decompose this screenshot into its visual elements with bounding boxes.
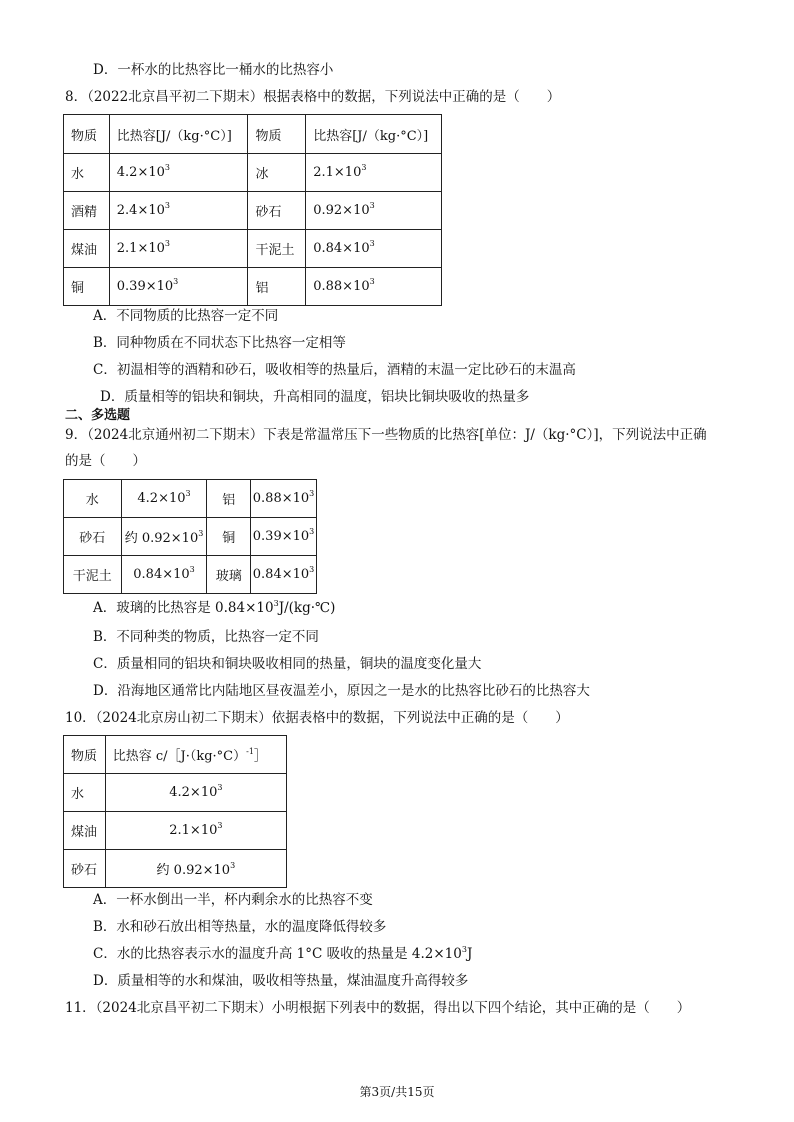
value-cell: $0.92\times 10^3$	[306, 192, 442, 230]
q10-stem: 10．（2024北京房山初二下期末）依据表格中的数据，下列说法中正确的是（ ）	[65, 710, 569, 726]
table-row	[64, 154, 442, 192]
substance-cell: 煤油	[64, 230, 110, 268]
q9-option-a: A．玻璃的比热容是 $0.84\times 10^3J/(kg\cdot℃)$	[93, 599, 336, 616]
substance-cell: 砂石	[64, 518, 122, 556]
q10-header-capacity: 比热容 $c/[J\cdot(kg\cdot^\circ C)^{-1}]$	[105, 736, 286, 774]
q11-stem: 11．（2024北京昌平初二下期末）小明根据下列表中的数据，得出以下四个结论，其中正确的是（ ）	[65, 1000, 691, 1016]
table-row	[64, 192, 442, 230]
substance-cell: 水	[64, 480, 122, 518]
substance-cell: 铜	[64, 268, 110, 306]
q8-table	[63, 114, 442, 306]
value-cell: $0.84\times 10^3$	[251, 556, 317, 594]
substance-cell: 铜	[207, 518, 251, 556]
table-row	[64, 812, 287, 850]
substance-cell: 煤油	[64, 812, 106, 850]
section-heading: 二、多选题	[65, 408, 131, 423]
q10-table-header	[64, 736, 287, 774]
value-cell: $4.2\times 10^3$	[109, 154, 248, 192]
value-cell: $0.88\times 10^3$	[306, 268, 442, 306]
value-cell: 约 $0.92\times 10^3$	[105, 850, 286, 888]
substance-cell: 铝	[248, 268, 306, 306]
q7-option-d: D．一杯水的比热容比一桶水的比热容小	[93, 62, 334, 78]
q9-option-d: D．沿海地区通常比内陆地区昼夜温差小，原因之一是水的比热容比砂石的比热容大	[93, 683, 590, 699]
q8-header-capacity-2: 比热容[J/（kg·°C）]	[306, 115, 442, 154]
q9-option-c: C．质量相同的铝块和铜块吸收相同的热量，铜块的温度变化量大	[93, 656, 482, 672]
table-row	[64, 774, 287, 812]
q10-option-a: A．一杯水倒出一半，杯内剩余水的比热容不变	[93, 892, 373, 908]
table-row	[64, 518, 317, 556]
value-cell: $0.84\times 10^3$	[306, 230, 442, 268]
substance-cell: 水	[64, 774, 106, 812]
q8-table-header	[64, 115, 442, 154]
q8-option-b: B．同种物质在不同状态下比热容一定相等	[93, 335, 346, 351]
q8-option-a: A．不同物质的比热容一定不同	[93, 308, 279, 324]
q10-table	[63, 735, 287, 888]
substance-cell: 铝	[207, 480, 251, 518]
q8-header-capacity-1: 比热容[J/（kg·°C）]	[109, 115, 248, 154]
q10-option-d: D．质量相等的水和煤油，吸收相等热量，煤油温度升高得较多	[93, 973, 469, 989]
value-cell: $2.1\times 10^3$	[105, 812, 286, 850]
q9-stem-line-2: 的是（ ）	[65, 453, 146, 469]
value-cell: $2.1\times 10^3$	[109, 230, 248, 268]
substance-cell: 酒精	[64, 192, 110, 230]
q9-table	[63, 479, 317, 594]
substance-cell: 玻璃	[207, 556, 251, 594]
q10-header-substance: 物质	[64, 736, 106, 774]
substance-cell: 砂石	[64, 850, 106, 888]
substance-cell: 冰	[248, 154, 306, 192]
value-cell: $4.2\times 10^3$	[121, 480, 207, 518]
q8-header-substance-1: 物质	[64, 115, 110, 154]
table-row	[64, 268, 442, 306]
table-row	[64, 556, 317, 594]
q9-option-b: B．不同种类的物质，比热容一定不同	[93, 629, 319, 645]
q9-stem-line-1: 9．（2024北京通州初二下期末）下表是常温常压下一些物质的比热容[单位：J/（kg·°C）]，下列说法中正确	[65, 427, 707, 443]
q10-option-b: B．水和砂石放出相等热量，水的温度降低得较多	[93, 919, 387, 935]
value-cell: $0.88\times 10^3$	[251, 480, 317, 518]
q8-stem: 8．（2022北京昌平初二下期末）根据表格中的数据，下列说法中正确的是（ ）	[65, 89, 561, 105]
table-row	[64, 230, 442, 268]
table-row	[64, 850, 287, 888]
value-cell: 约 $0.92\times 10^3$	[121, 518, 207, 556]
substance-cell: 水	[64, 154, 110, 192]
value-cell: $0.39\times 10^3$	[251, 518, 317, 556]
value-cell: $0.84\times 10^3$	[121, 556, 207, 594]
value-cell: $4.2\times 10^3$	[105, 774, 286, 812]
substance-cell: 干泥土	[64, 556, 122, 594]
value-cell: $2.4\times 10^3$	[109, 192, 248, 230]
value-cell: $0.39\times 10^3$	[109, 268, 248, 306]
substance-cell: 干泥土	[248, 230, 306, 268]
value-cell: $2.1\times 10^3$	[306, 154, 442, 192]
page-number: 第3页/共15页	[359, 1085, 435, 1099]
substance-cell: 砂石	[248, 192, 306, 230]
q8-option-d: D．质量相等的铝块和铜块，升高相同的温度，铝块比铜块吸收的热量多	[100, 389, 530, 405]
q8-option-c: C．初温相等的酒精和砂石，吸收相等的热量后，酒精的末温一定比砂石的末温高	[93, 362, 576, 378]
q8-header-substance-2: 物质	[248, 115, 306, 154]
table-row	[64, 480, 317, 518]
q10-option-c: C．水的比热容表示水的温度升高 1°C 吸收的热量是 $4.2\times 10^3J$	[93, 945, 473, 962]
